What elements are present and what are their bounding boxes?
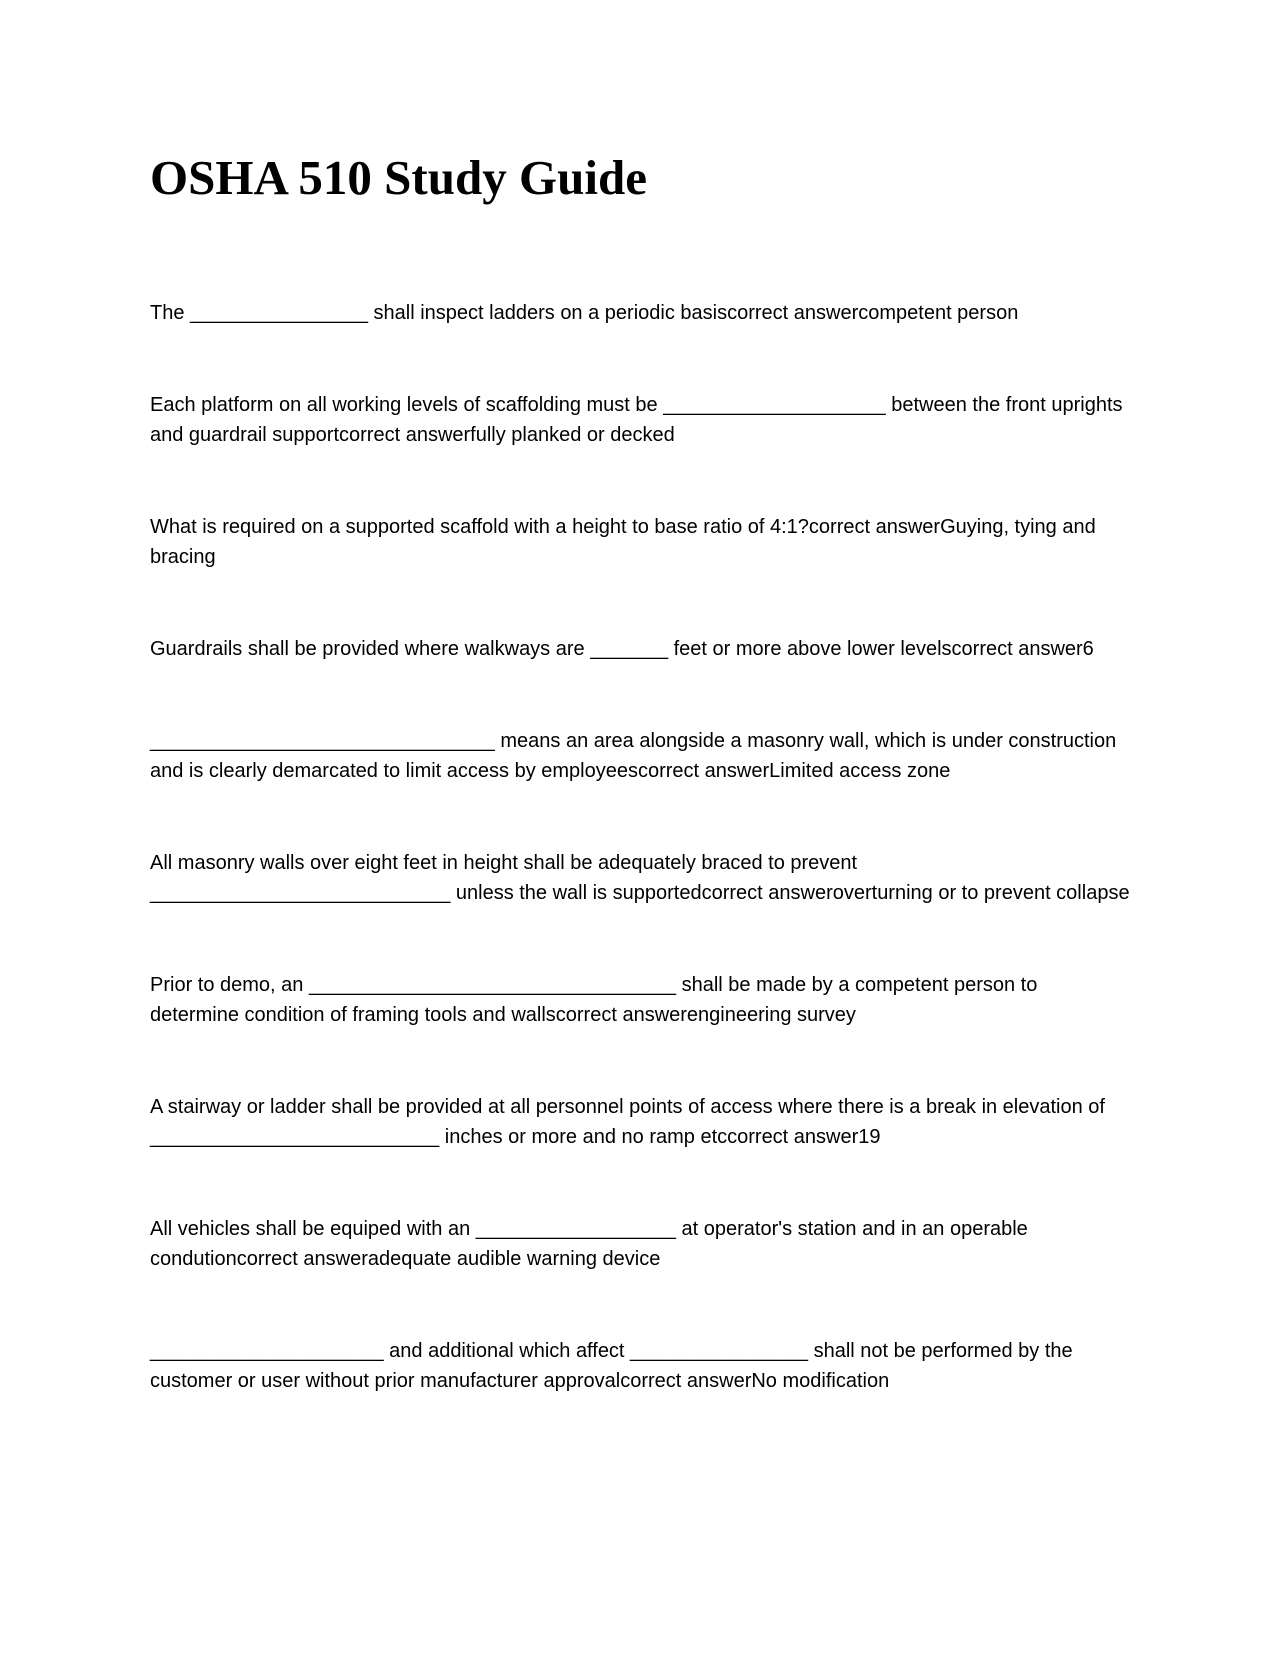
question-item-2: Each platform on all working levels of scaffolding must be ____________________ between the front uprights and guardrail supportcorrect answerfully planked or decked [150, 394, 1123, 446]
question-item-6: All masonry walls over eight feet in height shall be adequately braced to prevent ___________________________ unless the wall is supportedcorrect answeroverturning or to prevent collapse [150, 852, 1130, 904]
page-title: OSHA 510 Study Guide [150, 150, 647, 205]
question-item-4: Guardrails shall be provided where walkways are _______ feet or more above lower levelscorrect answer6 [150, 638, 1094, 660]
question-item-5: _______________________________ means an area alongside a masonry wall, which is under construction and is clearly demarcated to limit access by employeescorrect answerLimited access zone [150, 730, 1117, 782]
question-list [150, 298, 1130, 1458]
question-item-9: All vehicles shall be equiped with an __________________ at operator's station and in an operable condutioncorrect answeradequate audible warning device [150, 1218, 1028, 1270]
question-item-1: The ________________ shall inspect ladders on a periodic basiscorrect answercompetent person [150, 302, 1019, 324]
question-item-8: A stairway or ladder shall be provided at all personnel points of access where there is a break in elevation of __________________________ inches or more and no ramp etccorrect answer19 [150, 1096, 1105, 1148]
question-item-10: _____________________ and additional which affect ________________ shall not be performed by the customer or user without prior manufacturer approvalcorrect answerNo modification [150, 1340, 1073, 1392]
question-item-7: Prior to demo, an _________________________________ shall be made by a competent person to determine condition of framing tools and wallscorrect answerengineering survey [150, 974, 1038, 1026]
question-item-3: What is required on a supported scaffold with a height to base ratio of 4:1?correct answerGuying, tying and bracing [150, 516, 1096, 568]
